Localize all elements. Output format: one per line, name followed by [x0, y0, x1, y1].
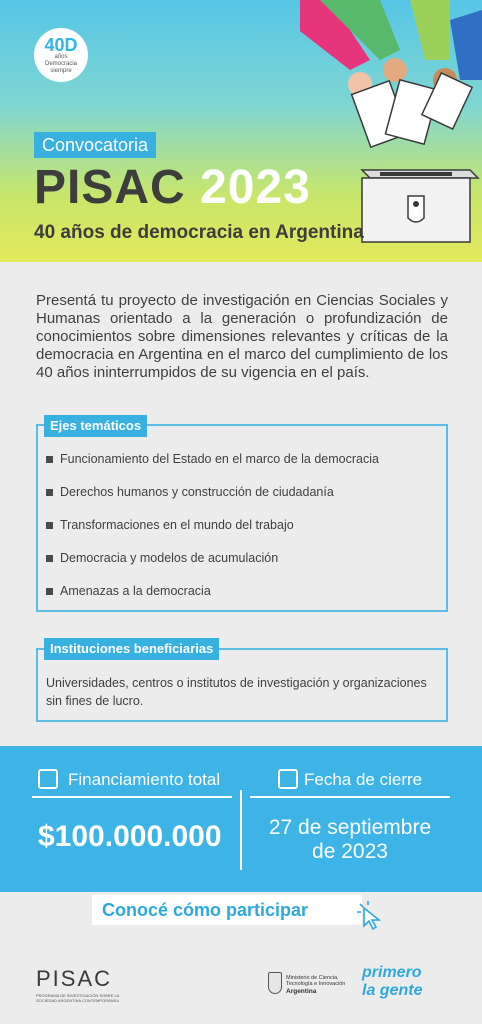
ministry-name: [286, 975, 346, 987]
eje-label: Funcionamiento del Estado en el marco de la democracia: [60, 452, 379, 466]
bullet-icon: [46, 555, 53, 562]
divider-line: [32, 796, 232, 798]
eje-label: Amenazas a la democracia: [60, 584, 211, 598]
eje-item: [46, 584, 211, 598]
money-icon: [38, 769, 58, 789]
primero-la-gente-logo: [362, 964, 422, 1000]
eje-label: Derechos humanos y construcción de ciudadanía: [60, 485, 334, 499]
funding-label: Financiamiento total: [68, 770, 221, 789]
bullet-icon: [46, 456, 53, 463]
eje-item: [46, 485, 334, 499]
pisac-subtitle: PROGRAMA DE INVESTIGACIÓN SOBRE LA SOCIEDAD ARGENTINA CONTEMPORÁNEA: [36, 993, 120, 1003]
logo-years: años: [54, 54, 68, 60]
calendar-icon: [278, 769, 298, 789]
ministry-line1: Ministerio de Ciencia,: [286, 975, 339, 981]
bullet-icon: [46, 588, 53, 595]
funding-amount: $100.000.000: [38, 820, 222, 853]
forty-years-logo: [34, 28, 88, 82]
eje-label: Transformaciones en el mundo del trabajo: [60, 518, 294, 532]
shield-icon: [268, 972, 282, 994]
brand-line2: la gente: [362, 982, 423, 999]
bullet-icon: [46, 489, 53, 496]
intro-paragraph: Presentá tu proyecto de investigación en Ciencias Sociales y Humanas orientado a la generación o profundización de conocimientos sobre dimensiones relevantes y críticas de la democracia en Argentina en el marco del cumplimiento de los 40 años ininterrumpidos de su vigencia en el país.: [36, 292, 448, 381]
cursor-icon: [356, 900, 384, 930]
close-date-value: [250, 816, 450, 864]
brand-line1: primero: [362, 964, 422, 981]
participate-button[interactable]: Conocé cómo participar: [92, 895, 362, 925]
bullet-icon: [46, 522, 53, 529]
eje-item: [46, 452, 379, 466]
vertical-divider: [240, 790, 242, 870]
hero-banner: [0, 0, 482, 262]
ministry-country: Argentina: [286, 988, 317, 995]
pisac-logo: PISAC: [36, 966, 113, 991]
logo-motto: Democracia siempre: [44, 61, 77, 74]
close-date-label: Fecha de cierre: [304, 770, 423, 789]
hero-subtitle: 40 años de democracia en Argentina: [34, 222, 364, 243]
close-date-line2: de 2023: [312, 840, 388, 863]
eje-item: [46, 551, 278, 565]
title-pisac: PISAC: [34, 161, 186, 214]
convocatoria-tag: Convocatoria: [34, 132, 156, 158]
ejes-title: Ejes temáticos: [44, 415, 147, 437]
instituciones-title: Instituciones beneficiarias: [44, 638, 219, 660]
divider-line: [250, 796, 450, 798]
eje-label: Democracia y modelos de acumulación: [60, 551, 279, 565]
close-date-line1: 27 de septiembre: [268, 816, 432, 839]
title-year: 2023: [200, 161, 311, 214]
eje-item: [46, 518, 294, 532]
instituciones-text: Universidades, centros o institutos de investigación y organizaciones sin fines de lucro.: [46, 676, 427, 708]
ministry-line2: Tecnología e Innovación: [286, 981, 346, 987]
logo-number: 40D: [44, 35, 78, 55]
